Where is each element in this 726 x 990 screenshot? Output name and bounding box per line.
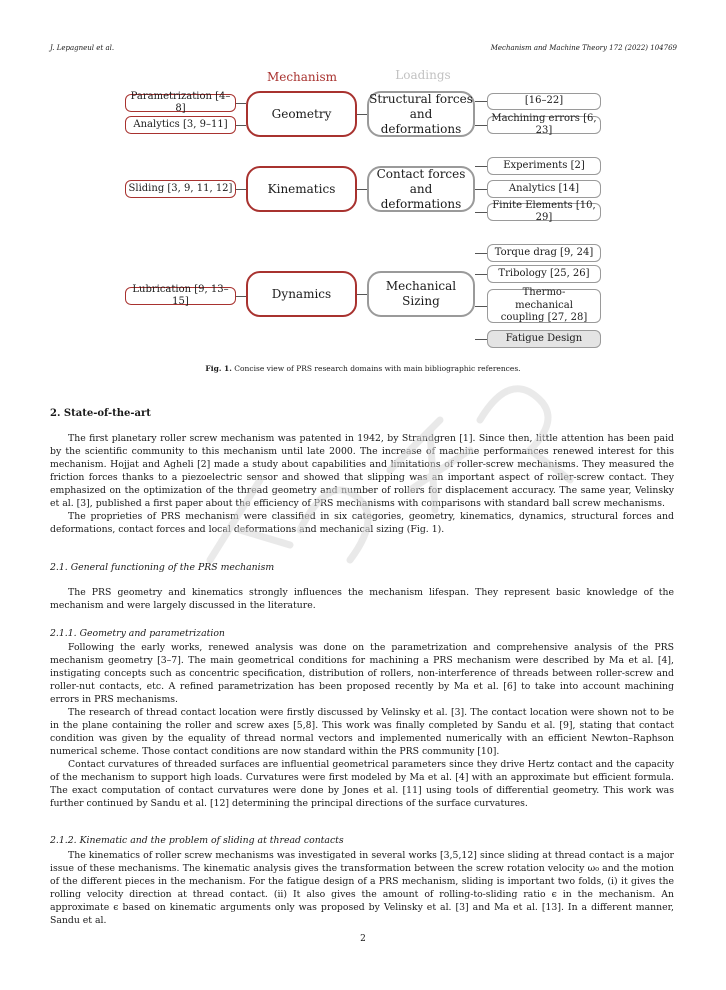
section-2-1-body	[50, 586, 674, 612]
ref-box-lubrication: Lubrication [9, 13–15]	[125, 287, 236, 305]
connector-line	[236, 125, 246, 126]
paragraph: The first planetary roller screw mechanism was patented in 1942, by Strandgren [1]. Since then, little attention has been paid by the scientific community to this mechanism until late 2000. The increase of machine performances renewed interest for this mechanism. Hojjat and Agheli [2] made a study about capabilities and limitations of roller-screw mechanisms. They measured the friction forces thanks to a piezoelectric sensor and showed that slipping was an important aspect of roller-screw contact. They emphasized on the optimization of the thread geometry and number of rollers for displacement accuracy. The same year, Velinsky et al. [3], published a first paper about the efficiency of PRS mechanisms with comparisons with standard ball screw mechanisms.	[50, 433, 674, 509]
section-2-1-1-body	[50, 641, 674, 810]
running-header-journal: Mechanism and Machine Theory 172 (2022) 104769	[490, 44, 677, 52]
connector-line	[475, 101, 487, 102]
paragraph: Contact curvatures of threaded surfaces are influential geometrical parameters since they drive Hertz contact and the capacity of the mechanism to support high loads. Curvatures were first modeled by Ma et al. [4] with an approximate but efficient formula. The exact computation of contact curvatures were done by Jones et al. [11] using tools of differential geometry. This work was further continued by Sandu et al. [12] determining the principal directions of the surface curvatures.	[50, 759, 674, 809]
connector-line	[475, 166, 487, 167]
connector-line	[475, 253, 487, 254]
mechanism-box-geometry: Geometry	[246, 91, 357, 137]
section-heading-2-1-2: 2.1.2. Kinematic and the problem of sliding at thread contacts	[50, 835, 344, 846]
paragraph: The kinematics of roller screw mechanisms was investigated in several works [3,5,12] since sliding at thread contact is a major issue of these mechanisms. The kinematic analysis gives the transformation between the screw rotation velocity ω₀ and the motion of the different pieces in the mechanism. For the fatigue design of a PRS mechanism, sliding is important two folds, (i) it gives the rolling velocity direction at thread contact. (ii) It also gives the amount of rolling-to-sliding ratio ϵ in the mechanism. An approximate ϵ based on kinematic arguments only was proposed by Velinsky et al. [3] and Ma et al. [13]. In a different manner, Sandu et al.	[50, 850, 674, 926]
paragraph: The PRS geometry and kinematics strongly influences the mechanism lifespan. They represent basic knowledge of the mechanism and were largely discussed in the literature.	[50, 587, 674, 611]
paragraph: The proprieties of PRS mechanism were classified in six categories, geometry, kinematics, dynamics, structural forces and deformations, contact forces and local deformations and mechanical sizing (Fig. 1).	[50, 511, 674, 535]
mechanism-box-dynamics: Dynamics	[246, 271, 357, 317]
section-heading-2-1-1: 2.1.1. Geometry and parametrization	[50, 628, 225, 639]
paragraph: The research of thread contact location were firstly discussed by Velinsky et al. [3]. The contact location were shown not to be in the plane containing the roller and screw axes [5,8]. This work was finally completed by Sandu et al. [9], stating that contact condition was given by the equality of thread normal vectors and implemented numerically with an efficient Newton–Raphson numerical scheme. Those contact conditions are now standard within the PRS community [10].	[50, 707, 674, 757]
caption-label: Fig. 1.	[205, 364, 232, 373]
loadings-box-structural: Structural forces and deformations	[367, 91, 475, 137]
connector-line	[236, 296, 246, 297]
ref-box-fatigue-design: Fatigue Design	[487, 330, 601, 348]
column-title-mechanism: Mechanism	[266, 70, 338, 84]
connector-line	[357, 114, 367, 115]
section-2-1-2-body	[50, 849, 674, 927]
figure-caption	[0, 364, 726, 373]
connector-line	[357, 189, 367, 190]
ref-box-finite-elements: Finite Elements [10, 29]	[487, 203, 601, 221]
section-heading-2: 2. State-of-the-art	[50, 408, 151, 419]
ref-box-torque-drag: Torque drag [9, 24]	[487, 244, 601, 262]
connector-line	[475, 306, 487, 307]
ref-box-tribology: Tribology [25, 26]	[487, 265, 601, 283]
connector-line	[475, 125, 487, 126]
column-title-loadings: Loadings	[395, 68, 451, 82]
ref-box-sliding: Sliding [3, 9, 11, 12]	[125, 180, 236, 198]
section-2-body	[50, 432, 674, 536]
caption-text: Concise view of PRS research domains with main bibliographic references.	[234, 364, 521, 373]
connector-line	[236, 189, 246, 190]
connector-line	[357, 294, 367, 295]
ref-box-thermo-mechanical: Thermo-mechanical coupling [27, 28]	[487, 289, 601, 323]
paragraph: Following the early works, renewed analysis was done on the parametrization and comprehensive analysis of the PRS mechanism geometry [3–7]. The main geometrical conditions for machining a PRS mechanism were described by Ma et al. [4], instigating concepts such as concentric specification, distribution of rollers, non-interference of threads between roller-screw and roller-nut contacts, etc. A refined parametrization has been proposed recently by Ma et al. [6] to take into account machining errors in PRS mechanisms.	[50, 642, 674, 705]
section-heading-2-1: 2.1. General functioning of the PRS mechanism	[50, 562, 275, 573]
ref-box-parametrization: Parametrization [4–8]	[125, 94, 236, 112]
ref-box-machining-errors: Machining errors [6, 23]	[487, 116, 601, 134]
running-header-authors: J. Lepagneul et al.	[50, 44, 115, 52]
connector-line	[475, 212, 487, 213]
connector-line	[475, 189, 487, 190]
connector-line	[236, 103, 246, 104]
connector-line	[475, 274, 487, 275]
page-number: 2	[360, 934, 366, 944]
connector-line	[475, 339, 487, 340]
ref-box-structural-refs: [16–22]	[487, 93, 601, 110]
mechanism-box-kinematics: Kinematics	[246, 166, 357, 212]
ref-box-experiments: Experiments [2]	[487, 157, 601, 175]
ref-box-analytics-contact: Analytics [14]	[487, 180, 601, 198]
figure-1	[0, 0, 726, 360]
ref-box-analytics: Analytics [3, 9–11]	[125, 116, 236, 134]
loadings-box-contact: Contact forces and deformations	[367, 166, 475, 212]
loadings-box-sizing: Mechanical Sizing	[367, 271, 475, 317]
